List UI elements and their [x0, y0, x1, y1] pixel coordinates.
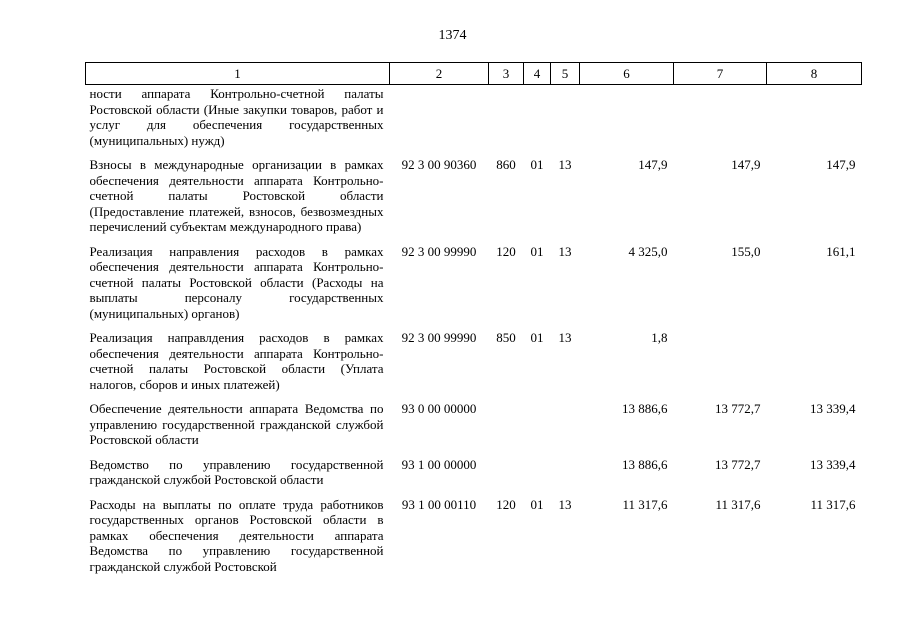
row-target-code: 92 3 00 90360 — [401, 157, 477, 172]
row-name: ности аппарата Контрольно-счетной палаты Ростовской области (Иные закупки товаров, работ и услуг для обеспечения государственных (муниципальных) нужд) — [89, 86, 384, 148]
row-amount-col8: 161,1 — [826, 243, 856, 259]
row-amount-col7: 147,9 — [731, 157, 761, 172]
header-col-7: 7 — [674, 63, 767, 85]
header-row — [86, 63, 862, 85]
row-amount-col6: 11 317,6 — [622, 496, 668, 512]
header-col-3: 3 — [489, 63, 524, 85]
table-row — [86, 244, 862, 331]
row-target-code — [390, 85, 489, 158]
header-col-4: 4 — [524, 63, 551, 85]
row-section — [524, 85, 551, 158]
row-name: Ведомство по управлению государственной гражданской службой Ростовской области — [89, 456, 384, 487]
row-expense-type: 120 — [496, 496, 516, 512]
row-target-code: 92 3 00 99990 — [401, 330, 477, 345]
row-expense-type: 850 — [496, 330, 516, 345]
row-name: Реализация направлдения расходов в рамках обеспечения деятельности аппарата Контрольно-счетной палаты Ростовской области (Уплата налогов, сборов и иных платежей) — [89, 330, 384, 392]
row-amount-col6: 147,9 — [638, 157, 668, 172]
header-col-1: 1 — [86, 63, 390, 85]
table-row — [86, 85, 862, 158]
table-row — [86, 497, 862, 584]
row-subsection — [551, 401, 580, 457]
row-name: Взносы в международные организации в рамках обеспечения деятельности аппарата Контрольно-счетной палаты Ростовской области (Предоставление платежей, взносов, безвозмездных перечислений субъектам международного права) — [89, 157, 384, 234]
row-subsection: 13 — [558, 243, 572, 259]
row-amount-col6: 13 886,6 — [622, 456, 668, 472]
row-section: 01 — [530, 330, 544, 345]
row-target-code: 93 1 00 00110 — [401, 496, 477, 512]
row-subsection — [551, 85, 580, 158]
row-expense-type — [489, 85, 524, 158]
row-amount-col8 — [767, 330, 862, 401]
row-section: 01 — [530, 243, 544, 259]
row-target-code: 92 3 00 99990 — [401, 243, 477, 259]
row-subsection: 13 — [558, 496, 572, 512]
row-subsection: 13 — [558, 330, 572, 345]
table-row — [86, 330, 862, 401]
row-subsection — [551, 457, 580, 497]
table-row — [86, 157, 862, 244]
row-expense-type — [489, 401, 524, 457]
row-expense-type: 120 — [496, 243, 516, 259]
row-subsection: 13 — [558, 157, 572, 172]
row-name: Расходы на выплаты по оплате труда работников государственных органов Ростовской области в рамках обеспечения деятельности аппарата Ведомства по управлению государственной гражданской службой Ростовской — [89, 496, 384, 574]
header-col-2: 2 — [390, 63, 489, 85]
row-target-code: 93 0 00 00000 — [401, 401, 477, 416]
row-amount-col8: 11 317,6 — [810, 496, 856, 512]
header-col-6: 6 — [580, 63, 674, 85]
row-section: 01 — [530, 157, 544, 172]
row-section — [524, 457, 551, 497]
row-amount-col8 — [767, 85, 862, 158]
header-col-8: 8 — [767, 63, 862, 85]
table-row — [86, 401, 862, 457]
page-number: 1374 — [438, 28, 467, 43]
row-amount-col6: 13 886,6 — [622, 401, 668, 416]
budget-table — [85, 62, 862, 583]
row-name: Обеспечение деятельности аппарата Ведомства по управлению государственной гражданской службой Ростовской области — [89, 401, 384, 447]
row-amount-col6 — [580, 85, 674, 158]
row-section: 01 — [530, 496, 544, 512]
row-amount-col6: 1,8 — [651, 330, 668, 345]
row-amount-col8: 13 339,4 — [810, 456, 856, 472]
row-amount-col6: 4 325,0 — [628, 243, 668, 259]
row-amount-col7 — [674, 85, 767, 158]
row-amount-col8: 147,9 — [826, 157, 856, 172]
row-amount-col7: 11 317,6 — [715, 496, 761, 512]
row-amount-col7: 13 772,7 — [715, 401, 761, 416]
row-name: Реализация направления расходов в рамках обеспечения деятельности аппарата Контрольно-счетной палаты Ростовской области (Расходы на выплаты персоналу государственных (муниципальных) органов) — [89, 243, 384, 321]
row-amount-col8: 13 339,4 — [810, 401, 856, 416]
row-expense-type: 860 — [496, 157, 516, 172]
header-col-5: 5 — [551, 63, 580, 85]
table-row — [86, 457, 862, 497]
row-amount-col7: 13 772,7 — [715, 456, 761, 472]
row-section — [524, 401, 551, 457]
row-amount-col7 — [674, 330, 767, 401]
row-target-code: 93 1 00 00000 — [401, 456, 477, 472]
row-expense-type — [489, 457, 524, 497]
row-amount-col7: 155,0 — [731, 243, 761, 259]
